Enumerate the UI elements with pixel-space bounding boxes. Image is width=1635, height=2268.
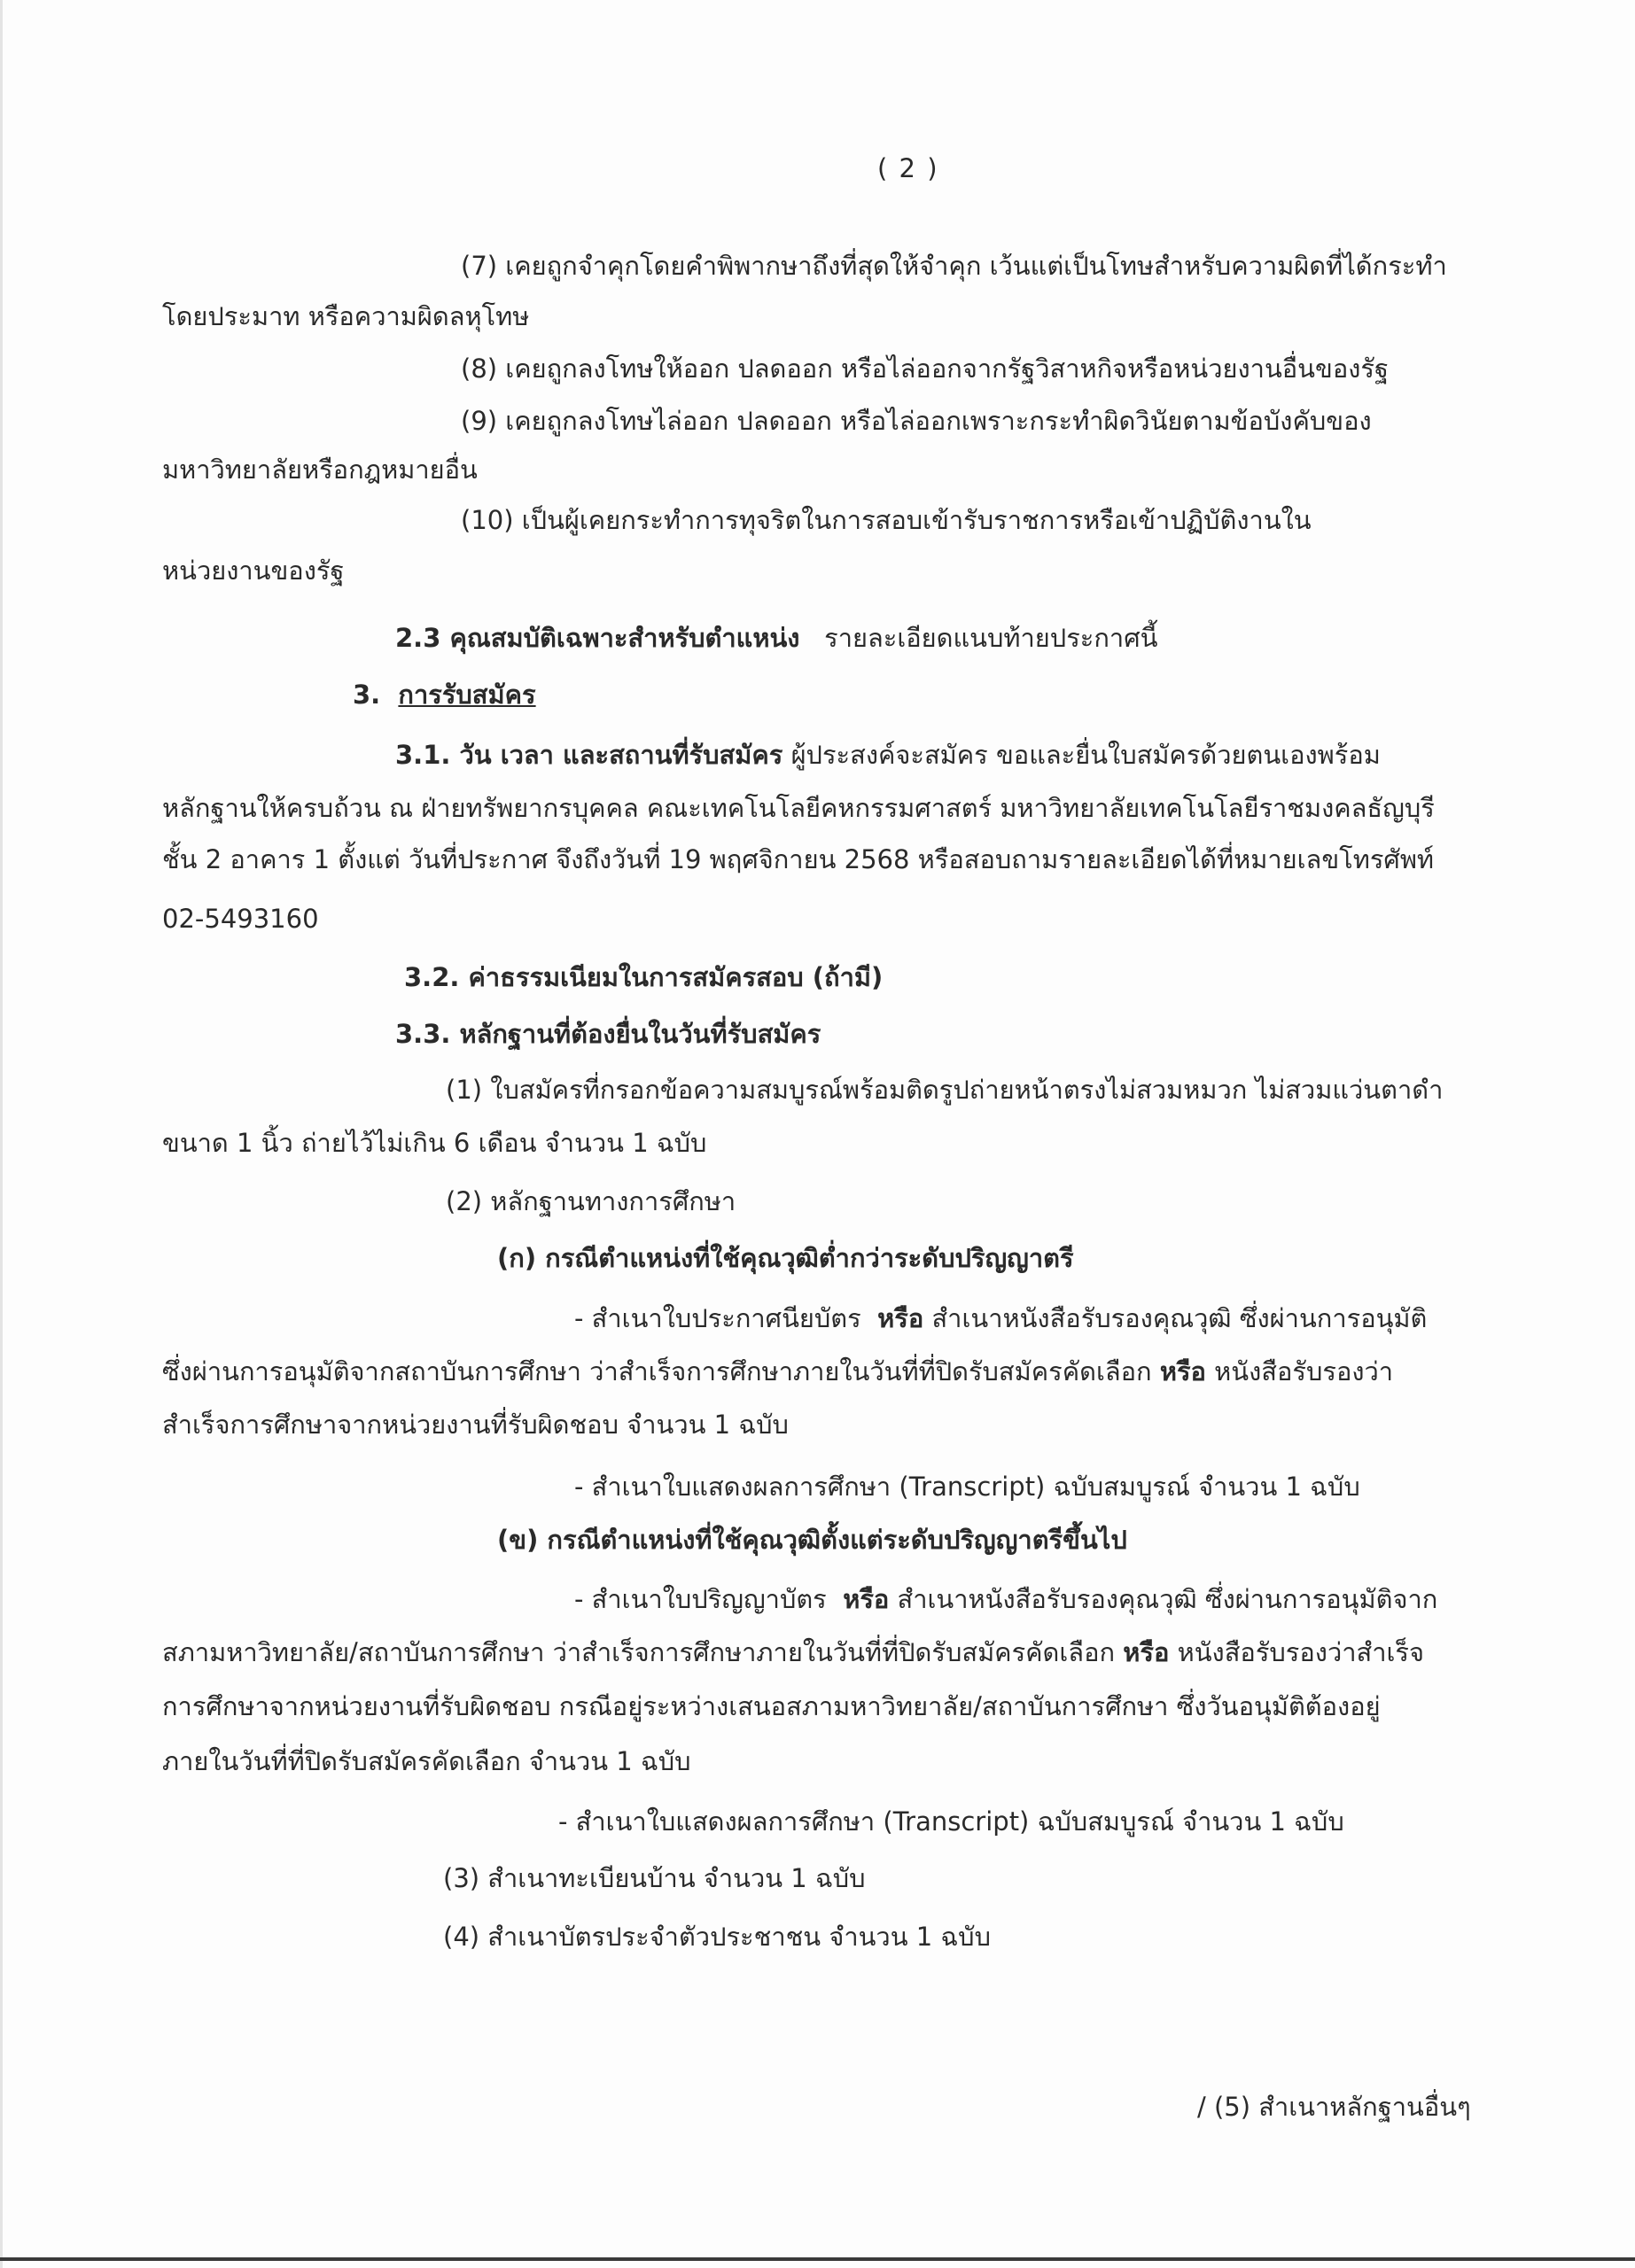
ka-line-1 — [574, 1301, 1427, 1336]
ka-line-2 — [162, 1354, 1393, 1389]
kha-line-2-end: หนังสือรับรองว่าสำเร็จ — [1177, 1637, 1424, 1667]
kha-line-2-start: สภามหาวิทยาลัย/สถาบันการศึกษา ว่าสำเร็จการศึกษาภายในวันที่ที่ปิดรับสมัครคัดเลือก — [162, 1637, 1116, 1667]
item-9-line-1: (9) เคยถูกลงโทษไล่ออก ปลดออก หรือไล่ออกเพราะกระทำผิดวินัยตามข้อบังคับของ — [461, 406, 1372, 436]
item-7-line-1: (7) เคยถูกจำคุกโดยคำพิพากษาถึงที่สุดให้จำคุก เว้นแต่เป็นโทษสำหรับความผิดที่ได้กระทำ — [461, 251, 1447, 281]
section-3-number: 3. — [353, 680, 381, 710]
kha-line-2 — [162, 1635, 1424, 1670]
section-2-3-detail: รายละเอียดแนบท้ายประกาศนี้ — [824, 623, 1158, 653]
kha-line-4: ภายในวันที่ที่ปิดรับสมัครคัดเลือก จำนวน 1 ฉบับ — [162, 1746, 691, 1776]
ka-line-2-start: ซึ่งผ่านการอนุมัติจากสถาบันการศึกษา ว่าสำเร็จการศึกษาภายในวันที่ที่ปิดรับสมัครคัดเลือก — [162, 1356, 1152, 1386]
subsection-kha-heading: (ข) กรณีตำแหน่งที่ใช้คุณวุฒิตั้งแต่ระดับปริญญาตรีขึ้นไป — [497, 1525, 1127, 1555]
subsection-ka-heading: (ก) กรณีตำแหน่งที่ใช้คุณวุฒิต่ำกว่าระดับปริญญาตรี — [497, 1243, 1074, 1273]
kha-transcript: - สำเนาใบแสดงผลการศึกษา (Transcript) ฉบับสมบูรณ์ จำนวน 1 ฉบับ — [558, 1806, 1344, 1837]
item-10-line-2: หน่วยงานของรัฐ — [162, 555, 345, 586]
section-3-3: 3.3. หลักฐานที่ต้องยื่นในวันที่รับสมัคร — [395, 1019, 821, 1049]
kha-line-2-or: หรือ — [1123, 1637, 1170, 1667]
scan-bottom-edge — [0, 2257, 1635, 2261]
scan-edge — [0, 0, 3, 2268]
item-7-line-2: โดยประมาท หรือความผิดลหุโทษ — [162, 301, 530, 331]
kha-line-1-or: หรือ — [843, 1584, 890, 1614]
ka-line-1-or: หรือ — [877, 1303, 924, 1333]
item-1-line-2: ขนาด 1 นิ้ว ถ่ายไว้ไม่เกิน 6 เดือน จำนวน 1 ฉบับ — [162, 1128, 707, 1158]
kha-line-1 — [574, 1581, 1437, 1617]
ka-line-1-end: สำเนาหนังสือรับรองคุณวุฒิ ซึ่งผ่านการอนุมัติ — [931, 1303, 1428, 1333]
ka-line-2-end: หนังสือรับรองว่า — [1214, 1356, 1394, 1386]
section-3-1-line-3: ชั้น 2 อาคาร 1 ตั้งแต่ วันที่ประกาศ จึงถึงวันที่ 19 พฤศจิกายน 2568 หรือสอบถามรายละเอียดได้ที่หมายเลขโทรศัพท์ — [162, 844, 1435, 874]
section-3-1-line-2: หลักฐานให้ครบถ้วน ณ ฝ่ายทรัพยากรบุคคล คณะเทคโนโลยีคหกรรมศาสตร์ มหาวิทยาลัยเทคโนโลยีราชมงคลธัญบุรี — [162, 793, 1435, 823]
continuation-note: / (5) สำเนาหลักฐานอื่นๆ — [1197, 2092, 1471, 2122]
section-3-1-line-1 — [395, 737, 1381, 773]
ka-line-3: สำเร็จการศึกษาจากหน่วยงานที่รับผิดชอบ จำนวน 1 ฉบับ — [162, 1410, 789, 1440]
section-3-2: 3.2. ค่าธรรมเนียมในการสมัครสอบ (ถ้ามี) — [404, 962, 884, 992]
section-3-1-heading: 3.1. วัน เวลา และสถานที่รับสมัคร — [395, 740, 783, 770]
item-3: (3) สำเนาทะเบียนบ้าน จำนวน 1 ฉบับ — [443, 1863, 866, 1893]
item-10-line-1: (10) เป็นผู้เคยกระทำการทุจริตในการสอบเข้ารับราชการหรือเข้าปฏิบัติงานใน — [461, 505, 1312, 535]
item-2: (2) หลักฐานทางการศึกษา — [446, 1186, 736, 1216]
ka-line-2-or: หรือ — [1159, 1356, 1206, 1386]
item-9-line-2: มหาวิทยาลัยหรือกฎหมายอื่น — [162, 454, 478, 485]
section-2-3 — [395, 620, 1157, 656]
ka-line-1-start: - สำเนาใบประกาศนียบัตร — [574, 1303, 861, 1333]
kha-line-1-end: สำเนาหนังสือรับรองคุณวุฒิ ซึ่งผ่านการอนุมัติจาก — [897, 1584, 1438, 1614]
section-3 — [353, 677, 536, 712]
kha-line-3: การศึกษาจากหน่วยงานที่รับผิดชอบ กรณีอยู่ระหว่างเสนอสภามหาวิทยาลัย/สถาบันการศึกษา ซึ่งวันอนุมัติต้องอยู่ — [162, 1691, 1381, 1721]
section-3-heading: การรับสมัคร — [398, 680, 536, 710]
item-8: (8) เคยถูกลงโทษให้ออก ปลดออก หรือไล่ออกจากรัฐวิสาหกิจหรือหน่วยงานอื่นของรัฐ — [461, 353, 1389, 384]
item-1-line-1: (1) ใบสมัครที่กรอกข้อความสมบูรณ์พร้อมติดรูปถ่ายหน้าตรงไม่สวมหมวก ไม่สวมแว่นตาดำ — [446, 1075, 1444, 1105]
section-2-3-heading: 2.3 คุณสมบัติเฉพาะสำหรับตำแหน่ง — [395, 623, 800, 653]
phone-number: 02-5493160 — [162, 904, 319, 934]
item-4: (4) สำเนาบัตรประจำตัวประชาชน จำนวน 1 ฉบับ — [443, 1922, 991, 1952]
page-number: ( 2 ) — [877, 153, 939, 183]
section-3-1-text: ผู้ประสงค์จะสมัคร ขอและยื่นใบสมัครด้วยตนเองพร้อม — [790, 740, 1381, 770]
ka-transcript: - สำเนาใบแสดงผลการศึกษา (Transcript) ฉบับสมบูรณ์ จำนวน 1 ฉบับ — [574, 1472, 1360, 1502]
kha-line-1-start: - สำเนาใบปริญญาบัตร — [574, 1584, 827, 1614]
